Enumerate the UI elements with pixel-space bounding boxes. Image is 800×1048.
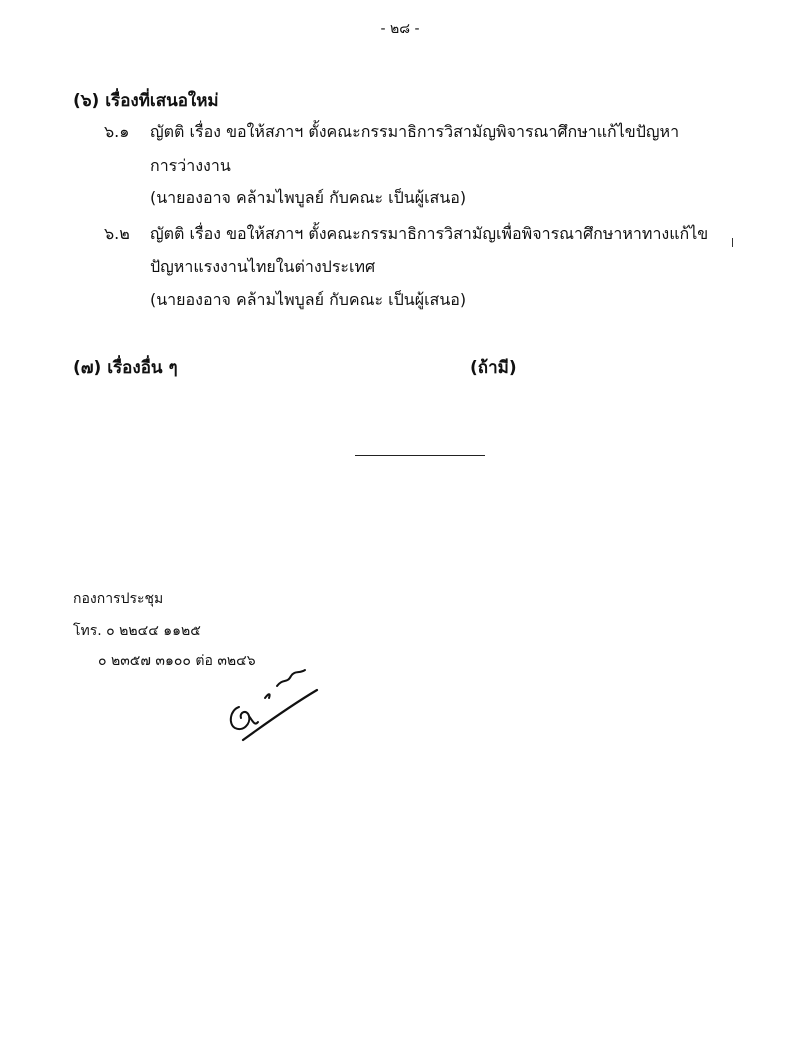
item-6-1-proposer: (นายองอาจ คล้ามไพบูลย์ กับคณะ เป็นผู้เสนอ): [150, 188, 467, 207]
item-6-2-title: ญัตติ เรื่อง ขอให้สภาฯ ตั้งคณะกรรมาธิการวิสามัญเพื่อพิจารณาศึกษาหาทางแก้ไข: [150, 224, 709, 243]
section-6-heading: (๖) เรื่องที่เสนอใหม่: [73, 91, 219, 111]
item-6-1-number: ๖.๑: [104, 122, 130, 141]
item-6-1-title: ญัตติ เรื่อง ขอให้สภาฯ ตั้งคณะกรรมาธิการวิสามัญพิจารณาศึกษาแก้ไขปัญหา: [150, 122, 680, 141]
item-6-1-title-cont: การว่างงาน: [150, 156, 231, 175]
closing-rule: [355, 455, 485, 456]
page-number: - ๒๘ -: [380, 21, 420, 37]
margin-mark: [732, 238, 733, 247]
item-6-2-number: ๖.๒: [104, 224, 130, 243]
phone-line-1: โทร. ๐ ๒๒๔๔ ๑๑๒๕: [73, 623, 201, 639]
item-6-2-title-cont: ปัญหาแรงงานไทยในต่างประเทศ: [150, 257, 376, 276]
item-6-2-proposer: (นายองอาจ คล้ามไพบูลย์ กับคณะ เป็นผู้เสนอ): [150, 290, 467, 309]
section-7-note: (ถ้ามี): [470, 358, 517, 378]
phone-line-2: ๐ ๒๓๕๗ ๓๑๐๐ ต่อ ๓๒๔๖: [98, 653, 256, 669]
office-name: กองการประชุม: [73, 591, 164, 607]
section-7-heading: (๗) เรื่องอื่น ๆ: [73, 358, 178, 378]
handwritten-signature: [225, 662, 325, 747]
